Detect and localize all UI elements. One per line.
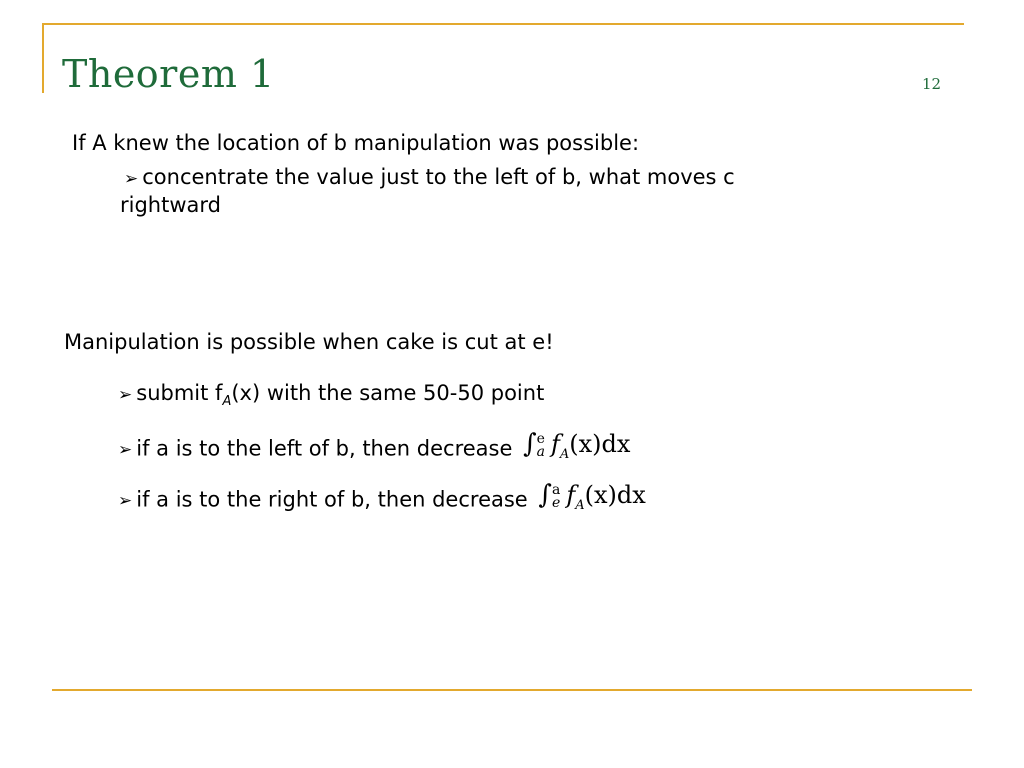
frame-left-line <box>42 23 44 93</box>
block2-bullet2 <box>118 431 630 468</box>
integral-sign: ∫ <box>523 429 537 459</box>
function-f: f <box>551 430 560 458</box>
integral-formula-3 <box>538 482 645 519</box>
function-subscript: A <box>575 497 585 513</box>
bullet1-post: (x) with the same 50-50 point <box>231 381 545 405</box>
function-subscript: A <box>559 446 570 462</box>
bullet2-text: if a is to the left of b, then decrease <box>136 436 513 461</box>
bullet1-pre: submit f <box>136 381 223 405</box>
function-f: f <box>566 481 576 509</box>
block2-bullet3 <box>118 482 646 519</box>
upper-limit: e <box>536 430 545 447</box>
block1-bullet-line2: rightward <box>120 193 221 217</box>
bullet3-text: if a is to the right of b, then decrease <box>136 487 528 512</box>
lower-limit: a <box>536 443 545 460</box>
lower-limit: e <box>551 494 561 511</box>
block2-bullet1 <box>118 380 544 415</box>
integral-limits <box>536 430 545 460</box>
block1-bullet-line1: concentrate the value just to the left of b, what moves c <box>142 165 735 189</box>
upper-limit: a <box>551 481 561 498</box>
block1-bullet <box>124 164 735 193</box>
frame-top-line <box>42 23 964 25</box>
bullet-arrow-icon: ➢ <box>124 169 139 189</box>
frame-bottom-line <box>52 689 972 691</box>
bullet-arrow-icon: ➢ <box>118 491 133 512</box>
integral-limits <box>551 481 561 511</box>
block2-heading: Manipulation is possible when cake is cut at e! <box>64 330 554 354</box>
block1-heading: If A knew the location of b manipulation was possible: <box>72 131 640 155</box>
bullet-arrow-icon: ➢ <box>118 440 133 461</box>
bullet-arrow-icon: ➢ <box>118 385 133 405</box>
function-args: (x)dx <box>584 481 646 509</box>
page-number: 12 <box>922 75 942 93</box>
slide-title: Theorem 1 <box>62 52 275 96</box>
integral-formula-2 <box>523 431 630 468</box>
function-args: (x)dx <box>569 430 631 458</box>
integral-sign: ∫ <box>538 480 552 510</box>
bullet1-subscript: A <box>222 394 232 410</box>
